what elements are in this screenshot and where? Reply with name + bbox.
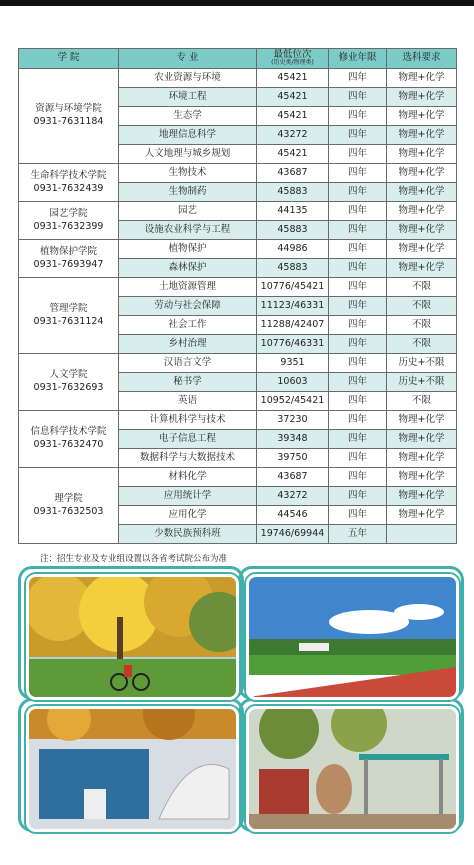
header-college: 学 院 <box>19 49 119 69</box>
major-cell: 乡村治理 <box>119 335 257 354</box>
major-cell: 地理信息科学 <box>119 126 257 145</box>
requirement-cell: 物理+化学 <box>387 145 457 164</box>
major-cell: 生物制药 <box>119 183 257 202</box>
requirement-cell: 不限 <box>387 297 457 316</box>
major-cell: 应用统计学 <box>119 487 257 506</box>
requirement-cell: 不限 <box>387 335 457 354</box>
header-min-rank <box>257 49 329 69</box>
college-name: 信息科学技术学院 <box>30 426 107 438</box>
college-cell <box>19 240 119 278</box>
header-major: 专 业 <box>119 49 257 69</box>
top-bar <box>0 0 474 6</box>
requirement-cell: 物理+化学 <box>387 107 457 126</box>
min-rank-cell: 43687 <box>257 164 329 183</box>
major-cell: 园艺 <box>119 202 257 221</box>
college-cell <box>19 278 119 354</box>
requirement-cell: 物理+化学 <box>387 126 457 145</box>
college-cell <box>19 354 119 411</box>
years-cell: 四年 <box>329 221 387 240</box>
requirement-cell: 物理+化学 <box>387 259 457 278</box>
college-phone: 0931-7632693 <box>33 382 104 393</box>
requirement-cell <box>387 525 457 544</box>
major-cell: 设施农业科学与工程 <box>119 221 257 240</box>
college-name: 人文学院 <box>49 369 88 381</box>
admission-table <box>18 48 457 544</box>
min-rank-cell: 10776/45421 <box>257 278 329 297</box>
requirement-cell: 物理+化学 <box>387 430 457 449</box>
min-rank-cell: 10952/45421 <box>257 392 329 411</box>
years-cell: 四年 <box>329 316 387 335</box>
min-rank-cell: 37230 <box>257 411 329 430</box>
requirement-cell: 物理+化学 <box>387 164 457 183</box>
table-body <box>19 69 457 544</box>
requirement-cell: 不限 <box>387 316 457 335</box>
table-row <box>19 354 457 373</box>
years-cell: 四年 <box>329 69 387 88</box>
table-row <box>19 202 457 221</box>
college-phone: 0931-7632399 <box>33 220 104 232</box>
major-cell: 材料化学 <box>119 468 257 487</box>
major-cell: 社会工作 <box>119 316 257 335</box>
college-phone: 0931-7631184 <box>33 116 104 127</box>
table-row <box>19 69 457 88</box>
requirement-cell: 历史+不限 <box>387 373 457 392</box>
years-cell: 四年 <box>329 259 387 278</box>
years-cell: 五年 <box>329 525 387 544</box>
min-rank-cell: 45421 <box>257 88 329 107</box>
years-cell: 四年 <box>329 354 387 373</box>
college-name: 管理学院 <box>49 302 88 314</box>
years-cell: 四年 <box>329 183 387 202</box>
min-rank-cell: 39348 <box>257 430 329 449</box>
requirement-cell: 物理+化学 <box>387 240 457 259</box>
years-cell: 四年 <box>329 335 387 354</box>
years-cell: 四年 <box>329 278 387 297</box>
years-cell: 四年 <box>329 240 387 259</box>
campus-photo-building <box>26 706 239 832</box>
college-name: 生命科学技术学院 <box>30 169 107 181</box>
min-rank-cell: 11288/42407 <box>257 316 329 335</box>
major-cell: 应用化学 <box>119 506 257 525</box>
min-rank-cell: 19746/69944 <box>257 525 329 544</box>
college-cell <box>19 411 119 468</box>
min-rank-cell: 45421 <box>257 69 329 88</box>
major-cell: 土地资源管理 <box>119 278 257 297</box>
major-cell: 人文地理与城乡规划 <box>119 145 257 164</box>
requirement-cell: 物理+化学 <box>387 69 457 88</box>
min-rank-cell: 11123/46331 <box>257 297 329 316</box>
college-phone: 0931-7631124 <box>33 315 104 327</box>
requirement-cell: 物理+化学 <box>387 487 457 506</box>
campus-photo-field <box>246 574 459 700</box>
min-rank-cell: 43272 <box>257 126 329 145</box>
major-cell: 电子信息工程 <box>119 430 257 449</box>
requirement-cell: 物理+化学 <box>387 202 457 221</box>
table-row <box>19 468 457 487</box>
years-cell: 四年 <box>329 126 387 145</box>
major-cell: 植物保护 <box>119 240 257 259</box>
years-cell: 四年 <box>329 202 387 221</box>
min-rank-cell: 44135 <box>257 202 329 221</box>
requirement-cell: 物理+化学 <box>387 506 457 525</box>
years-cell: 四年 <box>329 411 387 430</box>
requirement-cell: 物理+化学 <box>387 468 457 487</box>
header-requirement: 选科要求 <box>387 49 457 69</box>
years-cell: 四年 <box>329 506 387 525</box>
years-cell: 四年 <box>329 297 387 316</box>
college-name: 资源与环境学院 <box>35 103 102 115</box>
college-phone: 0931-7632439 <box>33 182 104 194</box>
college-name: 园艺学院 <box>49 207 88 219</box>
requirement-cell: 历史+不限 <box>387 354 457 373</box>
header-years: 修业年限 <box>329 49 387 69</box>
requirement-cell: 物理+化学 <box>387 221 457 240</box>
college-name: 植物保护学院 <box>39 245 97 257</box>
footnote: 注：招生专业及专业组设置以各省考试院公布为准 <box>40 554 228 564</box>
major-cell: 森林保护 <box>119 259 257 278</box>
major-cell: 生态学 <box>119 107 257 126</box>
min-rank-cell: 45883 <box>257 183 329 202</box>
table-row <box>19 240 457 259</box>
major-cell: 少数民族预科班 <box>119 525 257 544</box>
years-cell: 四年 <box>329 487 387 506</box>
campus-photo-ginkgo <box>26 574 239 700</box>
requirement-cell: 不限 <box>387 278 457 297</box>
major-cell: 劳动与社会保障 <box>119 297 257 316</box>
college-cell <box>19 468 119 544</box>
table-row <box>19 278 457 297</box>
years-cell: 四年 <box>329 145 387 164</box>
requirement-cell: 物理+化学 <box>387 88 457 107</box>
college-phone: 0931-7632470 <box>33 439 104 450</box>
college-cell <box>19 69 119 164</box>
campus-photo-gate <box>246 706 459 832</box>
table-row <box>19 164 457 183</box>
min-rank-cell: 9351 <box>257 354 329 373</box>
major-cell: 秘书学 <box>119 373 257 392</box>
years-cell: 四年 <box>329 88 387 107</box>
min-rank-cell: 45421 <box>257 107 329 126</box>
header-min-rank-label: 最低位次 <box>273 49 312 61</box>
years-cell: 四年 <box>329 392 387 411</box>
major-cell: 生物技术 <box>119 164 257 183</box>
college-name: 理学院 <box>54 492 83 504</box>
requirement-cell: 物理+化学 <box>387 411 457 430</box>
min-rank-cell: 43687 <box>257 468 329 487</box>
requirement-cell: 物理+化学 <box>387 183 457 202</box>
min-rank-cell: 10603 <box>257 373 329 392</box>
min-rank-cell: 44986 <box>257 240 329 259</box>
major-cell: 计算机科学与技术 <box>119 411 257 430</box>
min-rank-cell: 45883 <box>257 259 329 278</box>
table-row <box>19 411 457 430</box>
major-cell: 农业资源与环境 <box>119 69 257 88</box>
requirement-cell: 不限 <box>387 392 457 411</box>
requirement-cell: 物理+化学 <box>387 449 457 468</box>
years-cell: 四年 <box>329 373 387 392</box>
years-cell: 四年 <box>329 107 387 126</box>
college-cell <box>19 202 119 240</box>
min-rank-cell: 44546 <box>257 506 329 525</box>
years-cell: 四年 <box>329 430 387 449</box>
min-rank-cell: 45883 <box>257 221 329 240</box>
major-cell: 英语 <box>119 392 257 411</box>
years-cell: 四年 <box>329 164 387 183</box>
min-rank-cell: 39750 <box>257 449 329 468</box>
major-cell: 汉语言文学 <box>119 354 257 373</box>
table-header-row <box>19 49 457 69</box>
years-cell: 四年 <box>329 468 387 487</box>
min-rank-cell: 43272 <box>257 487 329 506</box>
college-phone: 0931-7693947 <box>33 258 104 270</box>
min-rank-cell: 45421 <box>257 145 329 164</box>
header-min-rank-sub: (历史类/物理类) <box>271 59 314 67</box>
min-rank-cell: 10776/46331 <box>257 335 329 354</box>
college-phone: 0931-7632503 <box>33 505 104 517</box>
college-cell <box>19 164 119 202</box>
years-cell: 四年 <box>329 449 387 468</box>
major-cell: 数据科学与大数据技术 <box>119 449 257 468</box>
major-cell: 环境工程 <box>119 88 257 107</box>
